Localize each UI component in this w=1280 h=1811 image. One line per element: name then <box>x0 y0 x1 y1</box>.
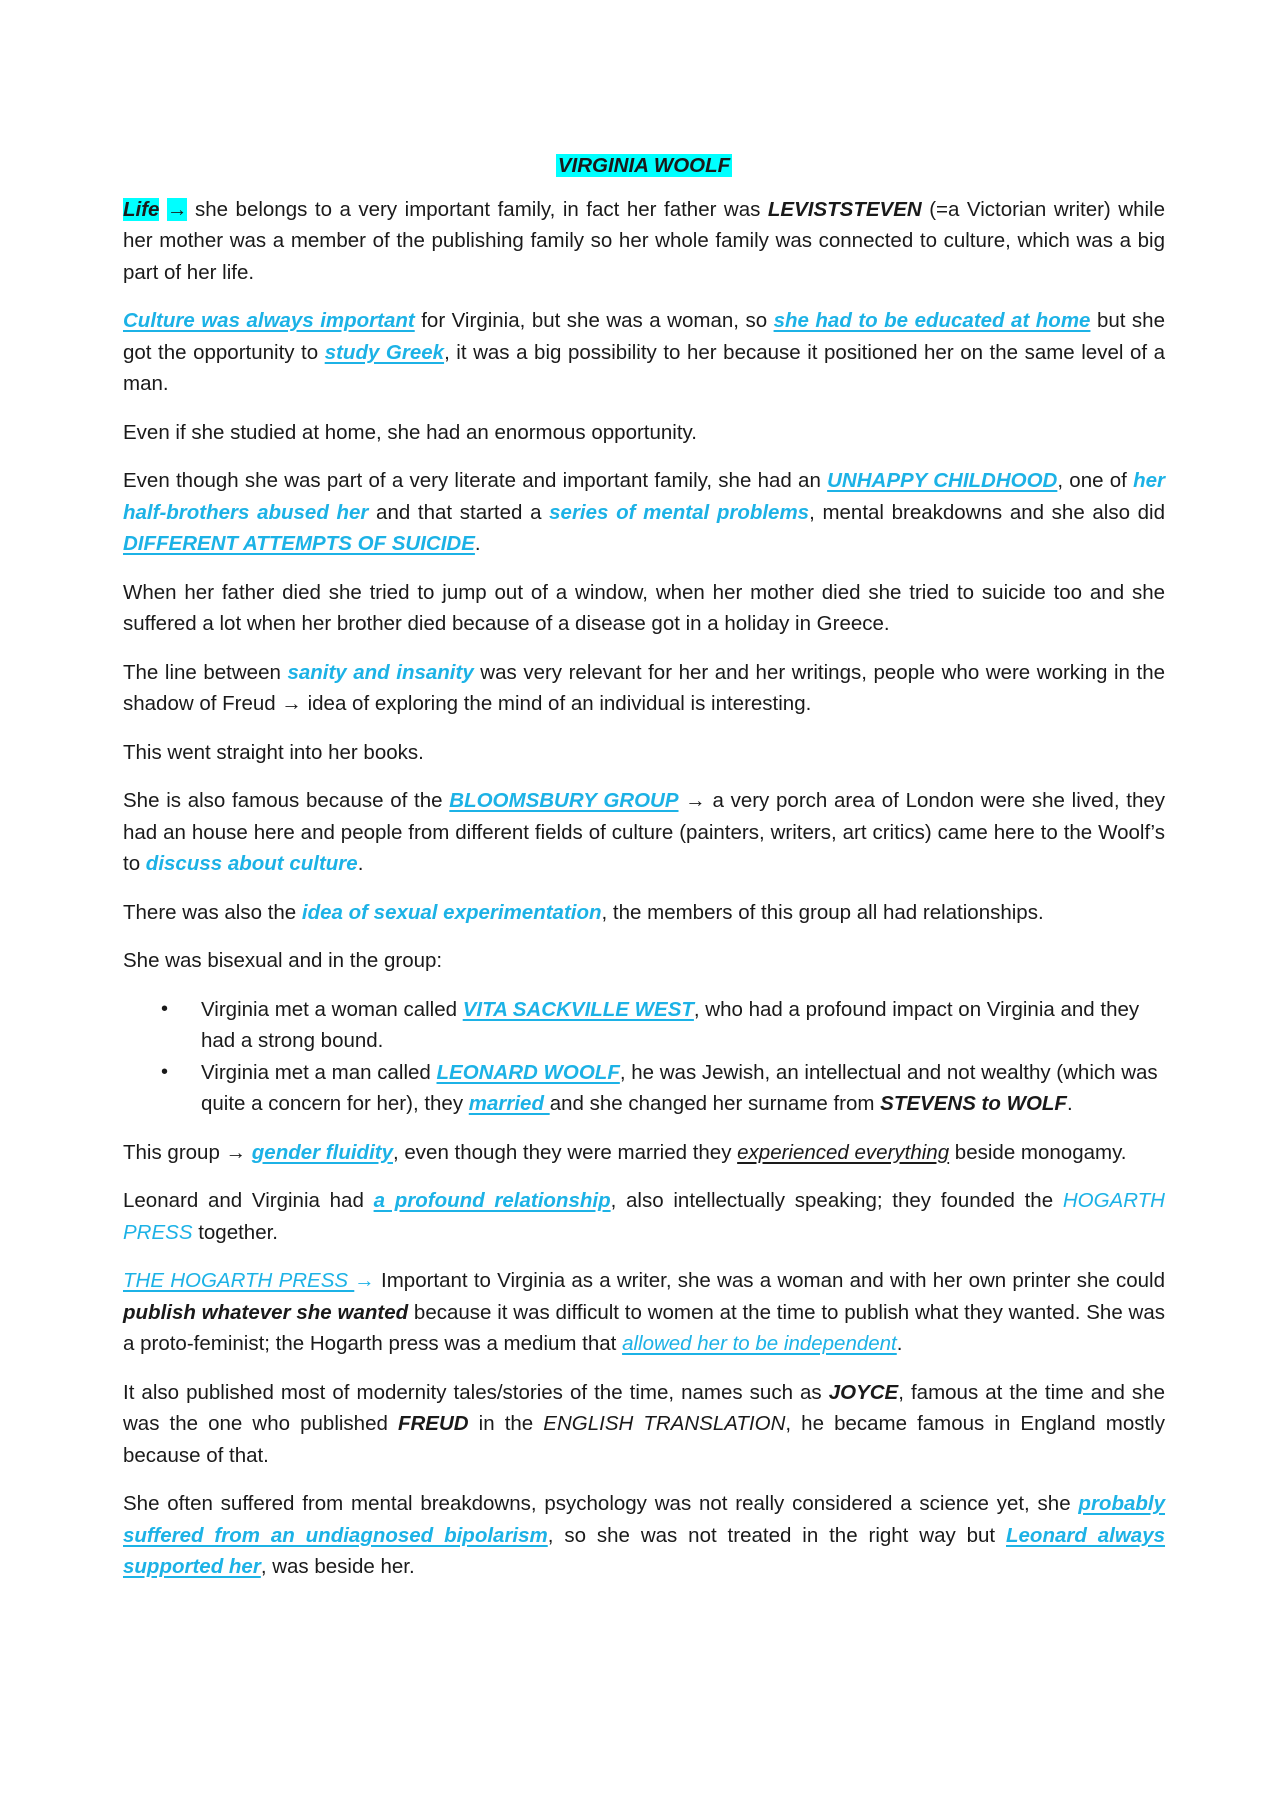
paragraph-sexual-experimentation <box>123 897 1165 929</box>
text: , who had a profound impact on Virginia and they had a strong bound. <box>201 997 1140 1052</box>
list-item <box>123 994 1165 1057</box>
document-title <box>123 150 1165 182</box>
paragraph-bloomsbury <box>123 785 1165 880</box>
text: , the members of this group all had relationships. <box>601 900 1044 924</box>
bullet-list <box>123 994 1165 1120</box>
highlight: Leonard always supported her <box>123 1523 1166 1578</box>
bold-text: publish whatever she wanted <box>123 1300 409 1324</box>
text: , he was Jewish, an intellectual and not wealthy (which was quite a concern for her), they <box>201 1060 1158 1115</box>
list-item <box>123 1057 1165 1120</box>
text: , it was a big possibility to her because it positioned her on the same level of a man. <box>123 340 1166 395</box>
paragraph-life <box>123 194 1165 289</box>
text: beside monogamy. <box>949 1140 1127 1164</box>
highlight: UNHAPPY CHILDHOOD <box>827 469 1058 492</box>
father-name: LEVISTSTEVEN <box>767 197 922 221</box>
text: Even though she was part of a very literate and important family, she had an <box>123 469 828 492</box>
highlight: BLOOMSBURY GROUP <box>449 789 679 812</box>
text: There was also the <box>123 900 302 924</box>
surname-change: STEVENS to WOLF <box>880 1092 1067 1115</box>
arrow-icon: → <box>354 1269 375 1292</box>
highlight: allowed her to be independent <box>622 1332 897 1355</box>
paragraph-modernity <box>123 1377 1165 1472</box>
text: , mental breakdowns and she also did <box>809 500 1165 524</box>
highlight: study Greek <box>324 340 445 364</box>
text: Virginia met a man called <box>201 1060 437 1084</box>
bullet-icon: • <box>161 997 169 1020</box>
text: together. <box>192 1220 278 1244</box>
arrow-icon: → <box>281 692 302 715</box>
arrow-icon: → <box>225 1140 247 1164</box>
highlight: HOGARTH PRESS <box>123 1189 1165 1244</box>
bold-text: FREUD <box>397 1412 469 1435</box>
text: . <box>896 1332 903 1355</box>
paragraph-sanity <box>123 657 1165 720</box>
title-text: VIRGINIA WOOLF <box>557 154 731 177</box>
text: , so she was not treated in the right way but <box>547 1523 1006 1547</box>
highlight: sanity and insanity <box>287 660 474 684</box>
text: Leonard and Virginia had <box>123 1189 374 1212</box>
highlight: discuss about culture <box>145 852 358 875</box>
text: , was beside her. <box>260 1555 415 1578</box>
text: (=a Victorian writer) while her mother was a member of the publishing family so her whole family was connected to culture, which was a big part of her life. <box>123 197 1165 284</box>
text: in the <box>468 1412 544 1435</box>
text: This group <box>123 1140 226 1164</box>
text: , he became famous in England mostly because of that. <box>123 1412 1165 1467</box>
text: , also intellectually speaking; they founded the <box>610 1189 1063 1212</box>
text: . <box>1066 1092 1073 1115</box>
arrow-icon: → <box>678 789 713 812</box>
highlight: she had to be educated at home <box>773 309 1091 332</box>
text: She often suffered from mental breakdowns, psychology was not really considered a science yet, she <box>123 1492 1079 1515</box>
paragraph-studied-home: Even if she studied at home, she had an enormous opportunity. <box>123 420 697 444</box>
document-page <box>123 150 1165 1600</box>
paragraph-bipolarism <box>123 1488 1165 1583</box>
paragraph-childhood <box>123 465 1165 560</box>
highlight: LEONARD WOOLF <box>436 1060 620 1084</box>
text: Important to Virginia as a writer, she was a woman and with her own printer she could <box>374 1269 1166 1292</box>
text: but she got the opportunity to <box>123 309 1165 364</box>
underlined-text: experienced everything <box>737 1140 950 1164</box>
highlight: a profound relationship <box>373 1189 611 1212</box>
highlight: her half-brothers abused her <box>123 469 1165 524</box>
highlight: THE HOGARTH PRESS <box>123 1269 355 1292</box>
text: idea of exploring the mind of an individual is interesting. <box>301 692 812 715</box>
text: Virginia met a woman called <box>201 997 463 1021</box>
highlight: VITA SACKVILLE WEST <box>462 997 694 1021</box>
highlight: Culture was always important <box>123 309 415 332</box>
paragraph-father-died: When her father died she tried to jump out of a window, when her mother died she tried to suicide too and she suffered a lot when her brother died because of a disease got in a holiday in Greece. <box>123 580 1165 635</box>
paragraph-books: This went straight into her books. <box>123 740 424 764</box>
highlight: probably suffered from an undiagnosed bipolarism <box>123 1492 1165 1547</box>
text: and that started a <box>368 500 550 524</box>
highlight: DIFFERENT ATTEMPTS OF SUICIDE <box>123 532 475 555</box>
text: a very porch area of London were she lived, they had an house here and people from different fields of culture (painters, writers, art critics) came here to the Woolf’s to <box>123 789 1165 875</box>
text: . <box>474 532 481 555</box>
highlight: gender fluidity <box>251 1140 393 1164</box>
paragraph-culture <box>123 305 1165 400</box>
highlight: married <box>468 1092 550 1115</box>
paragraph-bisexual: She was bisexual and in the group: <box>123 949 443 972</box>
paragraph-gender-fluidity <box>123 1137 1165 1169</box>
text: , even though they were married they <box>393 1140 738 1164</box>
italic-text: ENGLISH TRANSLATION <box>543 1412 786 1435</box>
bold-text: JOYCE <box>828 1380 899 1404</box>
text: because it was difficult to women at the time to publish what they wanted. She was a proto-feminist; the Hogarth press was a medium that <box>123 1300 1165 1355</box>
highlight: idea of sexual experimentation <box>301 900 602 924</box>
paragraph-hogarth-press <box>123 1265 1165 1360</box>
paragraph-relationship <box>123 1185 1165 1248</box>
text: , famous at the time and she was the one who published <box>123 1380 1165 1435</box>
text: for Virginia, but she was a woman, so <box>414 309 774 332</box>
text: , one of <box>1057 469 1134 492</box>
life-label: Life <box>123 197 160 221</box>
arrow-icon: → <box>166 197 188 221</box>
text: It also published most of modernity tales/stories of the time, names such as <box>123 1380 829 1404</box>
text: . <box>357 852 364 875</box>
text: The line between <box>123 660 288 684</box>
text: was very relevant for her and her writings, people who were working in the shadow of Freud <box>123 660 1165 715</box>
highlight: series of mental problems <box>549 500 810 524</box>
bullet-icon: • <box>161 1060 169 1083</box>
text: she belongs to a very important family, in fact her father was <box>187 197 768 221</box>
text: She is also famous because of the <box>123 789 450 812</box>
text: and she changed her surname from <box>549 1092 881 1115</box>
